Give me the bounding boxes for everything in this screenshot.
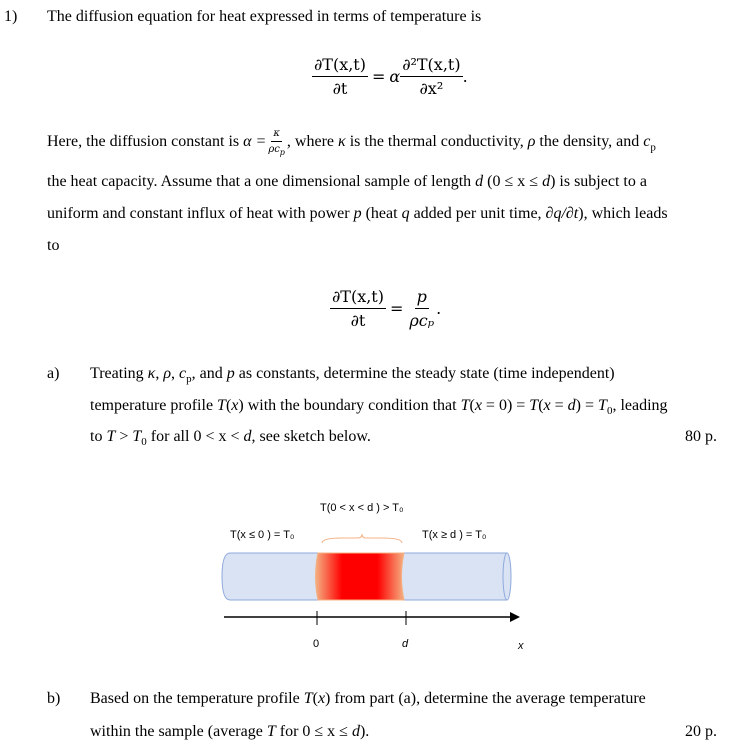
heat-influx-equation xyxy=(330,287,441,330)
eq1-equals: = xyxy=(371,67,386,86)
eq1-lhs-denominator: ∂t xyxy=(332,79,348,98)
text-segment: , xyxy=(171,365,180,382)
eq2-period: . xyxy=(436,299,442,318)
text-segment: T xyxy=(132,428,142,445)
text-segment: as constants, determine the steady state (time independent) xyxy=(234,365,615,382)
text-segment: for 0 ≤ x ≤ xyxy=(275,723,352,740)
text-segment: ( xyxy=(312,690,318,707)
text-segment: T xyxy=(303,690,313,707)
text-segment: ρ xyxy=(527,133,536,151)
text-segment: ), which leads xyxy=(578,205,668,222)
part-b-label: b) xyxy=(47,690,61,707)
sample-sketch xyxy=(200,490,540,660)
text-segment: added per unit time, xyxy=(409,205,546,222)
text-segment: , where xyxy=(286,133,339,151)
text-segment: α = xyxy=(243,133,267,151)
part-a-line xyxy=(90,397,668,417)
text-segment: p xyxy=(186,373,192,386)
text-segment: κ xyxy=(147,365,156,382)
text-segment: ( xyxy=(469,397,475,414)
text-segment: d xyxy=(567,397,576,414)
axis-label-x: x xyxy=(518,640,524,652)
text-segment: T xyxy=(598,397,607,414)
text-segment: temperature profile xyxy=(90,397,218,414)
eq2-rhs-denominator: ρcₚ xyxy=(409,311,435,330)
text-segment: = 0) = xyxy=(481,397,530,414)
text-segment: T xyxy=(106,428,116,445)
part-b-points: 20 p. xyxy=(685,723,717,740)
text-segment: The diffusion equation for heat expressed in terms of temperature is xyxy=(47,8,482,25)
text-segment: T xyxy=(460,397,470,414)
part-b-line xyxy=(90,690,646,708)
text-segment: ( xyxy=(225,397,232,414)
text-segment: d xyxy=(351,723,360,740)
part-a-line xyxy=(90,428,371,448)
eq2-lhs-numerator: ∂T(x,t) xyxy=(330,287,386,309)
text-segment: (heat xyxy=(361,205,402,222)
intro-text xyxy=(47,8,481,26)
label-left: T(x ≤ 0 ) = T₀ xyxy=(230,529,295,541)
part-a-label: a) xyxy=(47,365,60,382)
text-segment: , xyxy=(155,365,164,382)
diffusion-equation xyxy=(312,55,468,98)
text-segment: p xyxy=(226,365,235,382)
tick-label-0: 0 xyxy=(313,638,320,650)
eq1-lhs-numerator: ∂T(x,t) xyxy=(312,55,368,77)
text-segment: Here, the diffusion constant is xyxy=(47,133,244,151)
paragraph-line xyxy=(47,237,59,255)
text-segment: x xyxy=(317,690,326,707)
text-segment: uniform and constant influx of heat with power xyxy=(47,205,354,222)
text-segment: = xyxy=(550,397,568,414)
text-segment: > xyxy=(115,428,133,445)
eq1-period: . xyxy=(462,67,468,86)
text-segment: (0 ≤ x ≤ xyxy=(483,173,543,190)
text-segment: ρ xyxy=(163,365,172,382)
text-segment: the heat capacity. Assume that a one dimensional sample of length xyxy=(47,173,476,190)
text-segment: , see sketch below. xyxy=(251,428,371,445)
text-segment: ) = xyxy=(575,397,599,414)
part-b-line xyxy=(90,723,369,741)
text-segment: is the thermal conductivity, xyxy=(345,133,528,151)
text-segment: ( xyxy=(538,397,544,414)
text-segment: T xyxy=(217,397,226,414)
text-segment: 0 xyxy=(141,436,147,449)
paragraph-line xyxy=(47,173,647,191)
part-a-points: 80 p. xyxy=(685,428,717,445)
label-right: T(x ≥ d ) = T₀ xyxy=(422,529,487,541)
text-segment: d xyxy=(542,173,551,190)
eq1-alpha: α xyxy=(389,67,401,86)
text-segment: for all 0 < x < xyxy=(146,428,244,445)
text-segment: q xyxy=(401,205,410,222)
label-inside: T(0 < x < d ) > T₀ xyxy=(320,502,404,514)
text-segment: ) is subject to a xyxy=(550,173,647,190)
text-segment: Based on the temperature profile xyxy=(90,690,304,707)
text-segment: c xyxy=(643,133,651,151)
text-segment: Treating xyxy=(90,365,148,382)
text-segment: the density, and xyxy=(535,133,644,151)
eq2-equals: = xyxy=(389,299,404,318)
brace xyxy=(322,534,402,543)
rod-end xyxy=(503,553,511,600)
text-segment: x xyxy=(543,397,551,414)
paragraph-line xyxy=(47,205,668,223)
fraction-part: κ xyxy=(271,128,282,142)
text-segment: T xyxy=(266,723,276,740)
text-segment: to xyxy=(47,237,60,254)
text-segment: ) with the boundary condition that xyxy=(238,397,461,414)
part-a-line xyxy=(90,365,615,385)
text-segment: T xyxy=(529,397,539,414)
text-segment: p xyxy=(353,205,362,222)
text-segment: within the sample (average xyxy=(90,723,267,740)
eq2-rhs-numerator: p xyxy=(415,287,429,309)
text-segment: x xyxy=(231,397,239,414)
text-segment: p xyxy=(650,141,656,154)
text-segment: , leading xyxy=(612,397,668,414)
text-segment: ) from part (a), determine the average temperature xyxy=(325,690,646,707)
alpha-fraction xyxy=(266,128,287,157)
text-segment: κ xyxy=(338,133,346,151)
text-segment: ). xyxy=(359,723,370,740)
text-segment: ∂q/∂t xyxy=(545,205,579,222)
tick-label-d: d xyxy=(402,638,409,650)
text-segment: x xyxy=(474,397,482,414)
problem-number: 1) xyxy=(4,8,18,25)
paragraph-line xyxy=(47,128,656,157)
text-segment: d xyxy=(475,173,484,190)
axis-arrow xyxy=(510,612,520,622)
eq1-rhs-denominator: ∂x² xyxy=(419,79,444,98)
fraction-part: $\rho c_p$ xyxy=(268,144,285,157)
text-segment: to xyxy=(90,428,107,445)
eq1-rhs-numerator: ∂²T(x,t) xyxy=(400,55,462,77)
text-segment: c xyxy=(179,365,187,382)
text-segment: d xyxy=(243,428,252,445)
rod-heated-section xyxy=(316,553,405,600)
eq2-lhs-denominator: ∂t xyxy=(350,311,366,330)
text-segment: 0 xyxy=(606,405,613,418)
text-segment: , and xyxy=(191,365,227,382)
